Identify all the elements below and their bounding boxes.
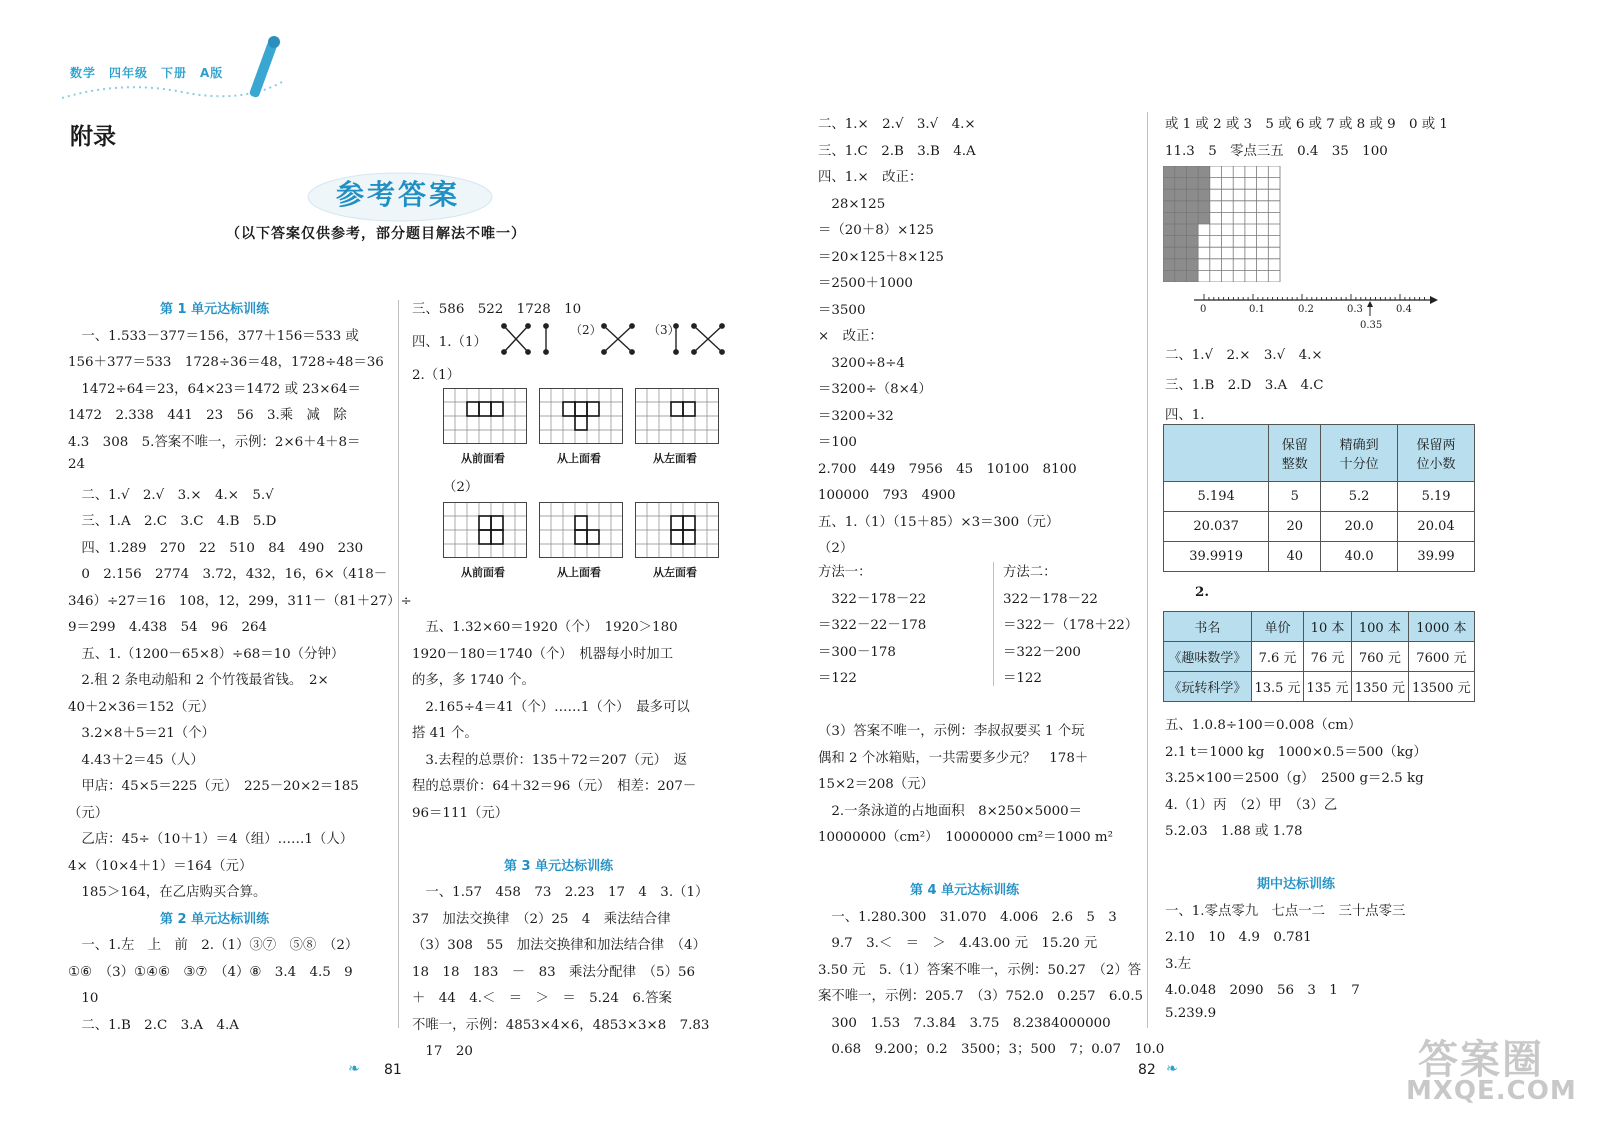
answer-line: 10000000（cm²） 10000000 cm²＝1000 m² [818, 830, 1113, 845]
grid-caption: 从左面看 [653, 452, 697, 465]
answer-line: × 改正： [818, 329, 883, 344]
number-line-tick-label: 0 [1200, 304, 1207, 315]
table-row [1164, 482, 1475, 512]
answer-line: 或 1 或 2 或 3 5 或 6 或 7 或 8 或 9 0 或 1 [1165, 117, 1448, 132]
answer-line: 3200÷8÷4 [818, 355, 905, 371]
table-cell: 5.2 [1321, 482, 1398, 512]
answer-line: 不唯一，示例：4853×4×6，4853×3×8 7.83 [412, 1017, 710, 1033]
answer-line: 二、1.× 2.√ 3.√ 4.× [818, 117, 976, 132]
answer-line: 2.165÷4＝41（个）……1（个） 最多可以 [412, 699, 690, 715]
answer-line: 3.25×100＝2500（g） 2500 g＝2.5 kg [1165, 771, 1424, 786]
svg-text:（3）: （3） [648, 323, 680, 337]
answer-line: 五、1.32×60＝1920（个） 1920＞180 [412, 620, 678, 635]
answer-title-text: 参考答案 [336, 178, 461, 211]
table-cell: 20.04 [1398, 512, 1475, 542]
answer-line: 3.左 [1165, 956, 1192, 972]
method-line: 322－178－22 [818, 591, 927, 607]
watermark-url: MXQE.COM [1406, 1076, 1577, 1106]
table-header-cell: 100 本 [1351, 612, 1408, 642]
table-header-cell: 10 本 [1304, 612, 1352, 642]
answer-line: ＝3200÷（8×4） [818, 382, 932, 397]
number-line [1190, 292, 1440, 336]
answer-line: ＝3500 [818, 302, 866, 318]
table-cell: 76 元 [1304, 642, 1352, 672]
answer-line: 156＋377＝533 1728÷36＝48，1728÷48＝36 [68, 355, 384, 370]
answer-line: ＝20×125＋8×125 [818, 249, 944, 265]
answer-line: 24 [68, 457, 86, 472]
grid-caption: 从左面看 [653, 566, 697, 579]
answer-line: （2） [818, 541, 854, 556]
table-header-row [1164, 612, 1475, 642]
answer-line: 0.68 9.200；0.2 3500；3；500 7；0.07 10.0 [818, 1042, 1165, 1057]
table-row [1164, 542, 1475, 572]
answer-line: 5.2.03 1.88 或 1.78 [1165, 824, 1303, 839]
answer-line: 2.一条泳道的占地面积 8×250×5000＝ [818, 803, 1083, 819]
answer-line: 2.10 10 4.9 0.781 [1165, 930, 1312, 945]
answer-line: 甲店：45×5＝225（元） 225－20×2＝185 [68, 779, 359, 794]
answer-line: （3）308 55 加法交换律和加法结合律 （4） [412, 938, 706, 953]
section-heading: 期中达标训练 [1257, 877, 1336, 892]
answer-subtitle: （以下答案仅供参考，部分题目解法不唯一） [226, 226, 526, 242]
view-grid [539, 388, 623, 444]
table-cell: 39.9919 [1164, 542, 1269, 572]
answer-line: 5.239.9 [1165, 1005, 1217, 1021]
answer-line: 一、1.280.300 31.070 4.006 2.6 5 3 [818, 909, 1117, 925]
column-divider [398, 300, 399, 1028]
grid-caption: 从前面看 [461, 566, 505, 579]
view-grid [539, 502, 623, 558]
answer-line: 4.（1）丙 （2）甲 （3）乙 [1165, 797, 1338, 813]
answer-line: 四、1.289 270 22 510 84 490 230 [68, 540, 364, 556]
number-line-tick-label: 0.1 [1249, 304, 1265, 315]
answer-line: 案不唯一，示例：205.7 （3）752.0 0.257 6.0.5 [818, 989, 1143, 1004]
answer-line: 11.3 5 零点三五 0.4 35 100 [1165, 143, 1388, 159]
table-header-row [1164, 425, 1475, 482]
answer-line: ＝3200÷32 [818, 408, 894, 424]
table-header-cell: 书名 [1164, 612, 1252, 642]
answer-line: 15×2＝208（元） [818, 777, 934, 792]
section-heading: 第 2 单元达标训练 [160, 911, 270, 927]
answer-line: 300 1.53 7.3.84 3.75 8.2384000000 [818, 1015, 1111, 1031]
answer-line: 五、1.0.8÷100＝0.008（cm） [1165, 718, 1362, 733]
table-row [1164, 512, 1475, 542]
answer-line: 一、1.57 458 73 2.23 17 4 3.（1） [412, 885, 709, 900]
table-cell: 40 [1269, 542, 1321, 572]
table-cell: 《玩转科学》 [1164, 672, 1252, 702]
answer-line: 2.（1） [412, 368, 461, 383]
number-line-tick-label: 0.2 [1298, 304, 1314, 315]
table-cell: 《趣味数学》 [1164, 642, 1252, 672]
answer-line: 4.3 308 5.答案不唯一，示例：2×6＋4＋8＝ [68, 434, 361, 450]
grid-label-2: （2） [443, 480, 479, 495]
table-cell: 135 元 [1304, 672, 1352, 702]
section-heading: 第 4 单元达标训练 [910, 883, 1020, 898]
answer-line: 3.2×8＋5＝21（个） [68, 726, 215, 741]
answer-line: 9.7 3.＜ ＝ ＞ 4.43.00 元 15.20 元 [818, 936, 1098, 951]
table-cell: 5 [1269, 482, 1321, 512]
page-number-right: 82 [1138, 1062, 1156, 1078]
watermark-logo: 答案圈 [1418, 1037, 1544, 1083]
table-cell: 7.6 元 [1251, 642, 1303, 672]
view-grid [443, 502, 527, 558]
method-line: 方法一： [818, 565, 872, 580]
answer-line: 100000 793 4900 [818, 488, 956, 503]
table-cell: 40.0 [1321, 542, 1398, 572]
answer-line: 乙店：45÷（10＋1）＝4（组）……1（人） [68, 832, 354, 847]
answer-line: 三、586 522 1728 10 [412, 302, 582, 317]
number-line-tick-label: 0.4 [1396, 304, 1412, 315]
grid-caption: 从上面看 [557, 566, 601, 579]
column-divider [1147, 112, 1148, 1028]
answer-line: 偶和 2 个冰箱贴，一共需要多少元？ 178＋ [818, 750, 1089, 766]
matching-lines-diagram [500, 322, 730, 356]
answer-line: 1920－180＝1740（个） 机器每小时加工 [412, 646, 674, 662]
answer-line: 17 20 [412, 1044, 473, 1059]
method-line: ＝322－（178＋22） [1003, 618, 1139, 633]
answer-line: 二、1.B 2.C 3.A 4.A [68, 1017, 239, 1033]
answer-line: 4.43＋2＝45（人） [68, 752, 204, 768]
answer-line: ＝2500＋1000 [818, 276, 913, 291]
answer-line: 2.租 2 条电动船和 2 个竹筏最省钱。 2× [68, 673, 329, 688]
answer-line: 40＋2×36＝152（元） [68, 699, 215, 715]
answer-line: 3.去程的总票价：135＋72＝207（元） 返 [412, 752, 688, 768]
table-header-cell: 单价 [1251, 612, 1303, 642]
answer-line: 3.50 元 5.（1）答案不唯一，示例：50.27 （2）答 [818, 962, 1142, 978]
answer-line: （3）答案不唯一，示例：李叔叔要买 1 个玩 [818, 724, 1085, 739]
answer-title [300, 165, 500, 225]
answer-line: 四、1.× 改正： [818, 170, 923, 185]
number-line-marker: 0.35 [1360, 320, 1383, 331]
answer-line: 96＝111（元） [412, 805, 509, 821]
decimal-hundred-grid [1163, 166, 1281, 282]
table-cell: 1350 元 [1351, 672, 1408, 702]
answer-line: 346）÷27＝16 108，12，299，311－（81＋27）÷ [68, 593, 412, 609]
number-line-tick-label: 0.3 [1347, 304, 1363, 315]
section-heading: 第 1 单元达标训练 [160, 302, 270, 317]
answer-line: ＋ 44 4.＜ ＝ ＞ ＝ 5.24 6.答案 [412, 991, 672, 1006]
table-cell: 13500 元 [1408, 672, 1474, 702]
answer-line: 185＞164，在乙店购买合算。 [68, 885, 267, 900]
answer-line: 三、1.A 2.C 3.C 4.B 5.D [68, 514, 277, 529]
answer-line: 0 2.156 2774 3.72，432，16，6×（418－ [68, 567, 388, 582]
table-header-cell: 精确到 十分位 [1321, 425, 1398, 482]
answer-line: 28×125 [818, 196, 886, 212]
leaf-icon: ❧ [348, 1061, 360, 1077]
answer-line: 4×（10×4＋1）＝164（元） [68, 858, 253, 874]
grid-caption: 从前面看 [461, 452, 505, 465]
grid-caption: 从上面看 [557, 452, 601, 465]
method-line: ＝322－22－178 [818, 618, 927, 633]
table-cell: 7600 元 [1408, 642, 1474, 672]
method-line: 322－178－22 [1003, 591, 1098, 607]
answer-line: （元） [68, 805, 109, 821]
table-cell: 20.0 [1321, 512, 1398, 542]
answer-line: 二、1.√ 2.× 3.√ 4.× [1165, 348, 1323, 363]
table-cell: 20 [1269, 512, 1321, 542]
table-cell: 5.194 [1164, 482, 1269, 512]
answer-line: 一、1.零点零九 七点一二 三十点零三 [1165, 903, 1406, 919]
page-number-left: 81 [384, 1062, 402, 1078]
answer-line: 37 加法交换律 （2）25 4 乘法结合律 [412, 911, 671, 927]
answer-line: 二、1.√ 2.√ 3.× 4.× 5.√ [68, 487, 274, 503]
answer-line: 搭 41 个。 [412, 726, 478, 741]
answer-line: 一、1.左 上 前 2.（1）③⑦ ⑤⑧ （2） [68, 938, 359, 953]
view-grid [443, 388, 527, 444]
method-line: ＝122 [818, 671, 857, 686]
method-line: ＝300－178 [818, 644, 896, 660]
answer-line: 1472 2.338 441 23 56 3.乘 减 除 [68, 408, 347, 423]
table-cell: 20.037 [1164, 512, 1269, 542]
answer-line: 2.1 t＝1000 kg 1000×0.5＝500（kg） [1165, 744, 1427, 760]
answer-line: 程的总票价：64＋32＝96（元） 相差：207－ [412, 779, 697, 794]
table-header-cell: 1000 本 [1408, 612, 1474, 642]
table-row [1164, 642, 1475, 672]
table-cell: 13.5 元 [1251, 672, 1303, 702]
book-price-table [1163, 611, 1475, 702]
rounding-table [1163, 424, 1475, 572]
table-header-cell [1164, 425, 1269, 482]
answer-line: 10 [68, 991, 99, 1006]
column-divider [993, 562, 994, 686]
answer-line: 2.700 449 7956 45 10100 8100 [818, 461, 1077, 477]
table-cell: 39.99 [1398, 542, 1475, 572]
appendix-heading: 附录 [70, 124, 116, 150]
answer-line: ＝（20＋8）×125 [818, 223, 934, 238]
answer-line: 一、1.533－377＝156，377＋156＝533 或 [68, 328, 359, 344]
answer-line: 的多，多 1740 个。 [412, 673, 535, 688]
answer-line: 18 18 183 － 83 乘法分配律 （5）56 [412, 964, 696, 980]
method-line: ＝322－200 [1003, 644, 1081, 660]
answer-line: 四、1.（1） [412, 335, 487, 350]
table-header-cell: 保留两 位小数 [1398, 425, 1475, 482]
method-line: 方法二： [1003, 565, 1057, 580]
answer-line: 1472÷64＝23，64×23＝1472 或 23×64＝ [68, 381, 361, 397]
table-cell: 5.19 [1398, 482, 1475, 512]
answer-line: 4.0.048 2090 56 3 1 7 [1165, 983, 1360, 998]
answer-line: 五、1.（1200－65×8）÷68＝10（分钟） [68, 646, 345, 662]
answer-line: 三、1.C 2.B 3.B 4.A [818, 143, 976, 159]
answer-line: 三、1.B 2.D 3.A 4.C [1165, 378, 1324, 393]
view-grid [635, 388, 719, 444]
section-heading: 第 3 单元达标训练 [504, 858, 614, 874]
method-line: ＝122 [1003, 671, 1042, 686]
table2-label: 2. [1195, 584, 1209, 600]
leaf-icon: ❧ [1166, 1061, 1178, 1077]
book-header: 数学 四年级 下册 A版 [70, 66, 224, 80]
table-header-cell: 保留 整数 [1269, 425, 1321, 482]
svg-text:（2）: （2） [570, 323, 602, 337]
view-grid [635, 502, 719, 558]
answer-line: ＝100 [818, 435, 857, 450]
table-row [1164, 672, 1475, 702]
answer-line: 四、1. [1165, 408, 1205, 423]
table-cell: 760 元 [1351, 642, 1408, 672]
answer-line: 9＝299 4.438 54 96 264 [68, 620, 268, 635]
answer-line: ①⑥ （3）①④⑥ ③⑦ （4）⑧ 3.4 4.5 9 [68, 964, 353, 980]
answer-line: 五、1.（1）（15＋85）×3＝300（元） [818, 514, 1060, 530]
